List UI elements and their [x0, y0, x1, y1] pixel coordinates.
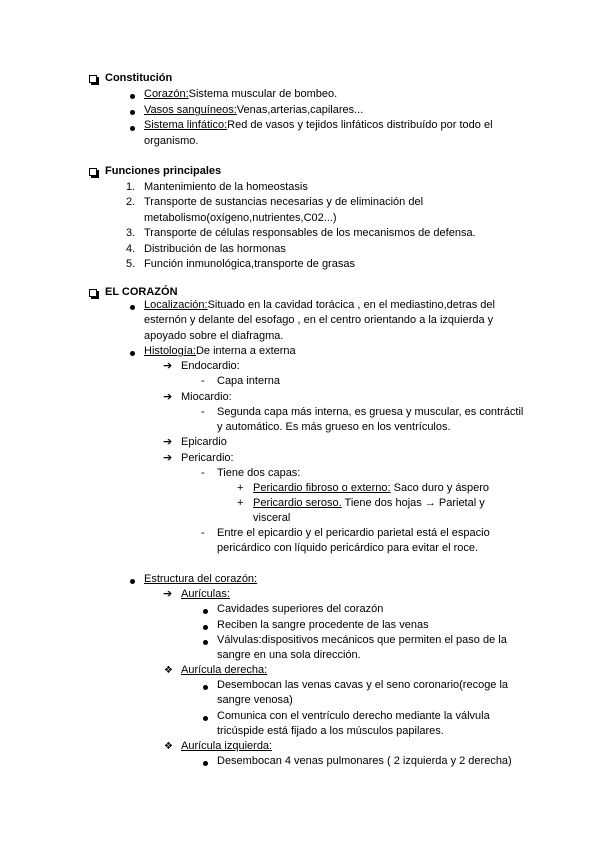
arrow-icon: ➔: [163, 391, 173, 403]
list-item: Entre el epicardio y el pericardio parietal está el espacio: [217, 527, 490, 539]
list-item-continuation: y automático. Es más grueso en los ventrículos.: [217, 421, 451, 433]
list-item-continuation: tricúspide está fijado a los músculos papilares.: [217, 725, 444, 737]
list-item: Transporte de sustancias necesarias y de eliminación del: [144, 196, 424, 208]
bullet-icon: [203, 609, 208, 614]
plus-icon: +: [237, 482, 244, 494]
list-item: Mantenimiento de la homeostasis: [144, 181, 308, 193]
list-item: Histología:De interna a externa: [144, 345, 296, 357]
list-item: Tiene dos capas:: [217, 467, 301, 479]
list-item: Desembocan las venas cavas y el seno coronario(recoge la: [217, 679, 509, 691]
list-item-continuation: sangre venosa): [217, 694, 293, 706]
bullet-icon: [203, 640, 208, 645]
arrow-icon: ➔: [163, 452, 173, 464]
bullet-icon: [130, 94, 135, 99]
list-item: Cavidades superiores del corazón: [217, 603, 384, 615]
list-number: 4.: [126, 243, 136, 255]
list-item: Localización:Situado en la cavidad torácica , en el mediastino,detras del: [144, 299, 495, 311]
list-item: Capa interna: [217, 375, 280, 387]
diamond-icon: ❖: [164, 741, 173, 752]
list-item: Función inmunológica,transporte de grasas: [144, 258, 355, 270]
bullet-icon: [203, 716, 208, 721]
list-item: Vasos sanguíneos:Venas,arterias,capilares...: [144, 104, 364, 116]
list-item-continuation: apoyado sobre el diafragma.: [144, 330, 284, 342]
list-item: Desembocan 4 venas pulmonares ( 2 izquierda y 2 derecha): [217, 755, 512, 767]
list-number: 2.: [126, 196, 136, 208]
list-item: Epicardio: [181, 436, 227, 448]
bullet-icon: [203, 685, 208, 690]
list-item-continuation: pericárdico con líquido pericárdico para evitar el roce.: [217, 542, 479, 554]
bullet-icon: [203, 761, 208, 766]
bullet-icon: [130, 351, 135, 356]
list-item: Transporte de células responsables de los mecanismos de defensa.: [144, 227, 476, 239]
dash-icon: -: [201, 467, 205, 479]
list-number: 3.: [126, 227, 136, 239]
bullet-icon: [130, 126, 135, 131]
list-item: Miocardio:: [181, 391, 232, 403]
list-item-continuation: organismo.: [144, 135, 199, 147]
dash-icon: -: [201, 375, 205, 387]
list-item: Reciben la sangre procedente de las venas: [217, 619, 429, 631]
checkbox-icon: [89, 168, 97, 176]
section-heading-funciones: Funciones principales: [89, 164, 221, 179]
list-item: Comunica con el ventrículo derecho mediante la válvula: [217, 710, 490, 722]
section-heading-corazon: EL CORAZÓN: [89, 285, 178, 300]
list-item-continuation: sangre en una sola dirección.: [217, 649, 361, 661]
list-item: Aurícula derecha:: [181, 664, 268, 676]
plus-icon: +: [237, 497, 244, 509]
arrow-icon: ➔: [163, 436, 173, 448]
list-number: 5.: [126, 258, 136, 270]
bullet-icon: [130, 110, 135, 115]
list-item: Pericardio seroso. Tiene dos hojas → Parietal y: [253, 497, 485, 509]
list-item-continuation: metabolismo(oxígeno,nutrientes,C02...): [144, 212, 337, 224]
list-item: Corazón:Sistema muscular de bombeo.: [144, 88, 338, 100]
list-item-continuation: esternón y delante del esofago , en el centro orientando a la izquierda y: [144, 314, 494, 326]
list-item: Pericardio:: [181, 452, 234, 464]
checkbox-icon: [89, 289, 97, 297]
bullet-icon: [130, 579, 135, 584]
list-item: Aurícula izquierda:: [181, 740, 273, 752]
bullet-icon: [130, 305, 135, 310]
dash-icon: -: [201, 527, 205, 539]
dash-icon: -: [201, 406, 205, 418]
diamond-icon: ❖: [164, 665, 173, 676]
list-item: Válvulas:dispositivos mecánicos que permiten el paso de la: [217, 634, 507, 646]
bullet-icon: [203, 625, 208, 630]
section-heading-constitucion: Constitución: [89, 71, 172, 86]
arrow-icon: ➔: [163, 588, 173, 600]
list-number: 1.: [126, 181, 136, 193]
list-item: Estructura del corazón:: [144, 573, 258, 585]
list-item: Sistema linfático:Red de vasos y tejidos linfáticos distribuído por todo el: [144, 119, 493, 131]
checkbox-icon: [89, 75, 97, 83]
list-item: Pericardio fibroso o externo: Saco duro y áspero: [253, 482, 490, 494]
arrow-icon: ➔: [163, 360, 173, 372]
list-item-continuation: visceral: [253, 512, 291, 524]
list-item: Distribución de las hormonas: [144, 243, 286, 255]
list-item: Segunda capa más interna, es gruesa y muscular, es contráctil: [217, 406, 524, 418]
list-item: Aurículas:: [181, 588, 230, 600]
list-item: Endocardio:: [181, 360, 240, 372]
